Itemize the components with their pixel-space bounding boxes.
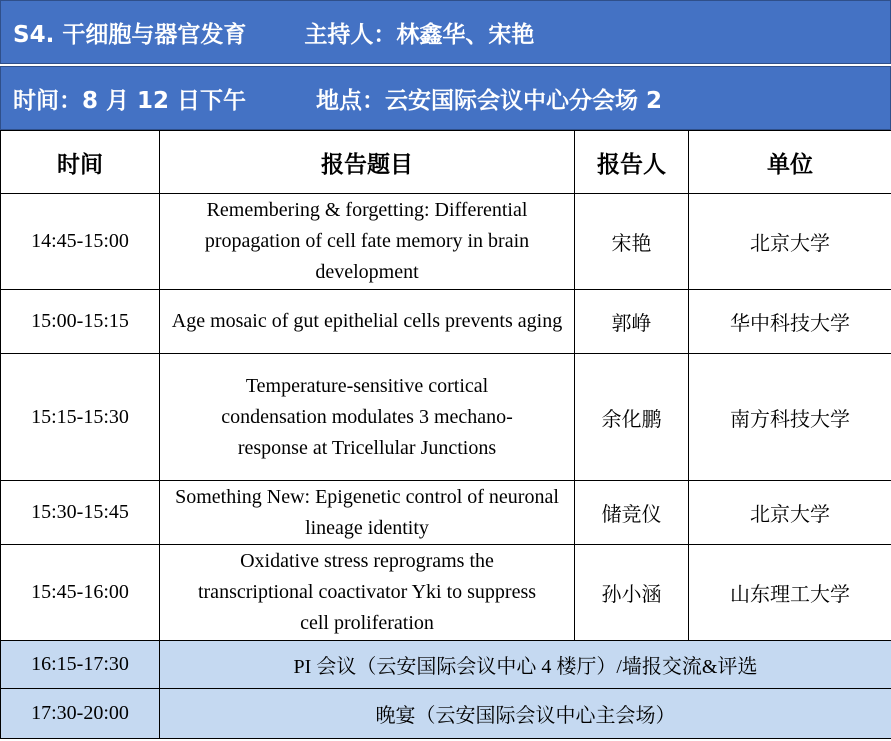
row-unit: 北京大学	[689, 481, 891, 545]
row-time: 15:45-16:00	[1, 545, 160, 641]
row-unit: 华中科技大学	[689, 290, 891, 354]
col-header-time: 时间	[1, 131, 160, 194]
row-speaker: 郭峥	[575, 290, 689, 354]
event-row	[1, 689, 891, 739]
col-header-speaker: 报告人	[575, 131, 689, 194]
event-text: PI 会议（云安国际会议中心 4 楼厅）/墙报交流&评选	[160, 641, 891, 689]
row-speaker: 孙小涵	[575, 545, 689, 641]
row-time: 15:15-15:30	[1, 354, 160, 481]
row-title: Temperature-sensitive cortical condensation modulates 3 mechano-response at Tricellular Junctions	[160, 354, 575, 481]
row-speaker: 宋艳	[575, 194, 689, 290]
row-time: 15:00-15:15	[1, 290, 160, 354]
schedule-table	[0, 130, 891, 739]
col-header-unit: 单位	[689, 131, 891, 194]
event-row	[1, 641, 891, 689]
row-unit: 山东理工大学	[689, 545, 891, 641]
session-host: 主持人：林鑫华、宋艳	[304, 21, 535, 48]
session-location: 地点：云安国际会议中心分会场 2	[316, 87, 663, 114]
table-row	[1, 290, 891, 354]
row-title: Age mosaic of gut epithelial cells prevents aging	[160, 290, 575, 354]
row-title: Remembering & forgetting: Differential propagation of cell fate memory in brain development	[160, 194, 575, 290]
event-text: 晚宴（云安国际会议中心主会场）	[160, 689, 891, 739]
table-header-row	[1, 131, 891, 194]
session-title: S4. 干细胞与器官发育	[13, 21, 247, 48]
row-speaker: 储竞仪	[575, 481, 689, 545]
row-time: 15:30-15:45	[1, 481, 160, 545]
session-time: 时间：8 月 12 日下午	[13, 87, 247, 114]
row-unit: 北京大学	[689, 194, 891, 290]
row-title: Oxidative stress reprograms the transcriptional coactivator Yki to suppress cell proliferation	[160, 545, 575, 641]
row-title: Something New: Epigenetic control of neuronal lineage identity	[160, 481, 575, 545]
event-time: 17:30-20:00	[1, 689, 160, 739]
row-speaker: 余化鹏	[575, 354, 689, 481]
session-banner	[0, 0, 891, 64]
table-row	[1, 354, 891, 481]
col-header-title: 报告题目	[160, 131, 575, 194]
row-time: 14:45-15:00	[1, 194, 160, 290]
event-time: 16:15-17:30	[1, 641, 160, 689]
session-info-banner	[0, 66, 891, 130]
table-row	[1, 545, 891, 641]
table-row	[1, 194, 891, 290]
table-row	[1, 481, 891, 545]
row-unit: 南方科技大学	[689, 354, 891, 481]
